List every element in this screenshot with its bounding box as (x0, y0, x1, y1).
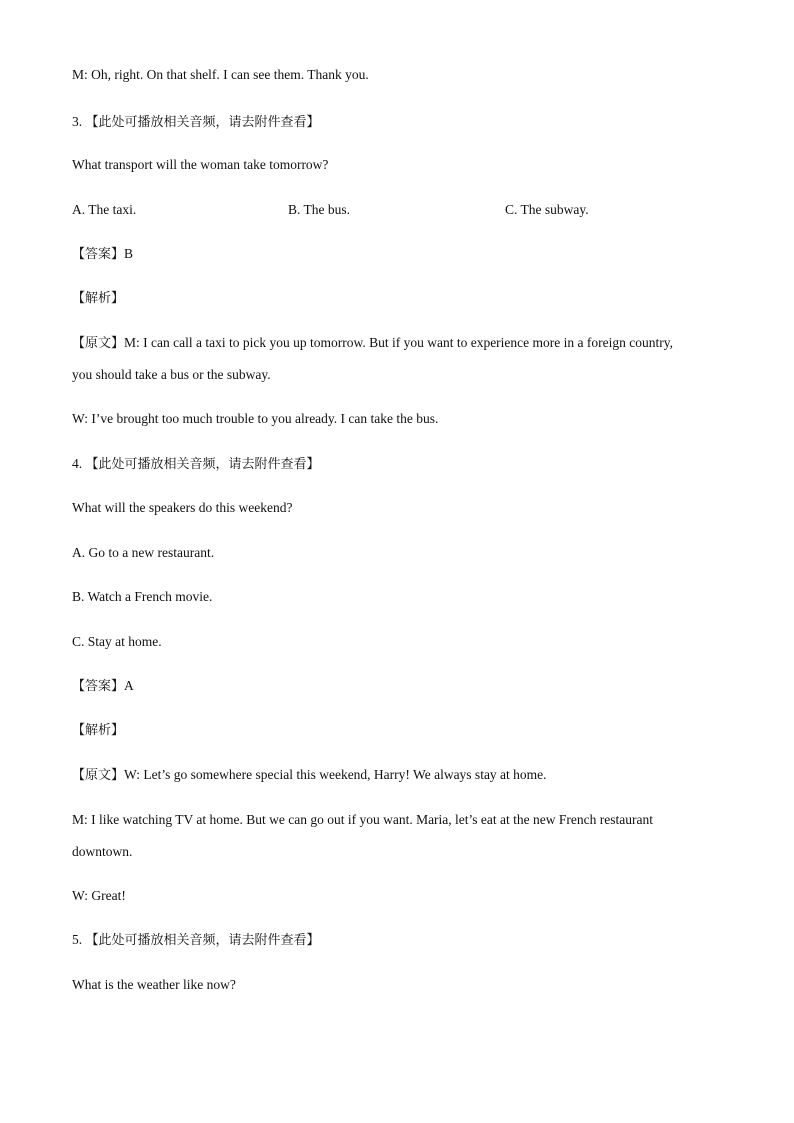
answer-line (72, 677, 134, 696)
question-number: 3. (72, 114, 83, 129)
source-text-line (72, 334, 673, 353)
dialogue-line: M: Oh, right. On that shelf. I can see them. Thank you. (72, 67, 369, 82)
source-text-line: W: Great! (72, 888, 126, 903)
option-b: B. Watch a French movie. (72, 589, 213, 604)
source-text: W: Let’s go somewhere special this weekend, Harry! We always stay at home. (124, 767, 547, 782)
audio-placeholder: 【此处可播放相关音频，请去附件查看】 (85, 457, 320, 472)
option-a: A. Go to a new restaurant. (72, 545, 215, 560)
question-text: What is the weather like now? (72, 977, 236, 992)
option-c: C. Stay at home. (72, 634, 162, 649)
source-text-line: you should take a bus or the subway. (72, 367, 271, 382)
audio-placeholder: 【此处可播放相关音频，请去附件查看】 (85, 933, 320, 948)
answer-label: 【答案】 (72, 247, 125, 262)
analysis-label: 【解析】 (72, 291, 125, 306)
question-4-header (72, 455, 320, 474)
question-5-header (72, 931, 320, 950)
question-text: What will the speakers do this weekend? (72, 500, 293, 515)
source-text-line (72, 766, 547, 785)
answer-value: A (124, 678, 134, 693)
analysis-label: 【解析】 (72, 723, 125, 738)
option-a: A. The taxi. (72, 202, 137, 217)
source-text-line: W: I’ve brought too much trouble to you already. I can take the bus. (72, 411, 439, 426)
option-c: C. The subway. (505, 202, 589, 217)
answer-line (72, 245, 133, 264)
question-text: What transport will the woman take tomorrow? (72, 157, 329, 172)
question-number: 4. (72, 456, 83, 471)
answer-label: 【答案】 (72, 679, 125, 694)
source-text-line: M: I like watching TV at home. But we can go out if you want. Maria, let’s eat at the new French restaurant (72, 812, 653, 827)
answer-value: B (124, 246, 134, 261)
question-number: 5. (72, 932, 83, 947)
audio-placeholder: 【此处可播放相关音频，请去附件查看】 (85, 115, 320, 130)
option-b: B. The bus. (288, 202, 351, 217)
source-label: 【原文】 (72, 768, 125, 783)
source-text-line: downtown. (72, 844, 133, 859)
source-text: M: I can call a taxi to pick you up tomorrow. But if you want to experience more in a foreign country, (124, 335, 673, 350)
question-3-header (72, 113, 320, 132)
source-label: 【原文】 (72, 336, 125, 351)
